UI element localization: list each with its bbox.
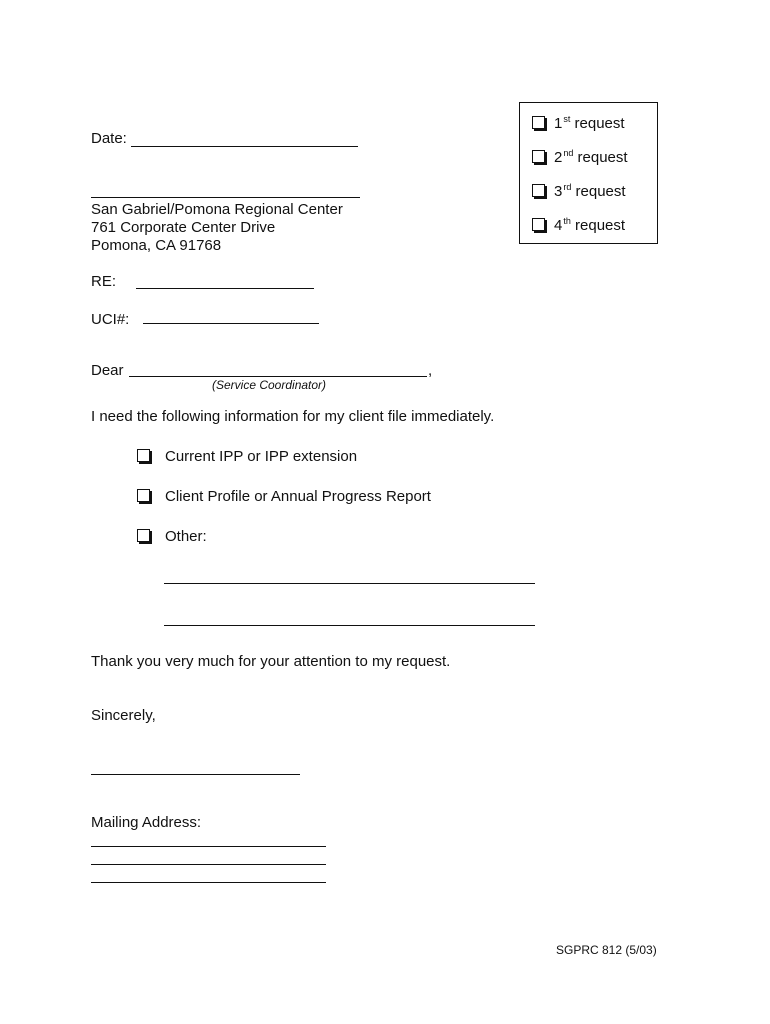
dear-comma: ,: [428, 362, 433, 379]
uci-label: UCI#:: [91, 311, 130, 328]
request-number: 3: [554, 183, 563, 200]
checkbox[interactable]: [532, 116, 545, 129]
address-line-1: San Gabriel/Pomona Regional Center: [91, 201, 343, 218]
mailing-address-line-1[interactable]: [91, 846, 326, 847]
other-field-line-2[interactable]: [164, 625, 535, 626]
request-number: 2: [554, 149, 563, 166]
checkbox[interactable]: [532, 184, 545, 197]
address-line-3: Pomona, CA 91768: [91, 237, 222, 254]
recipient-name-field[interactable]: [91, 197, 360, 198]
request-number: 1: [554, 115, 563, 132]
option-label: Other:: [165, 528, 207, 545]
dear-label: Dear: [91, 362, 124, 379]
date-label: Date:: [91, 130, 127, 147]
mailing-address-line-2[interactable]: [91, 864, 326, 865]
service-coordinator-field[interactable]: [129, 376, 427, 377]
ordinal-suffix: nd: [563, 148, 574, 158]
ordinal-suffix: th: [563, 216, 571, 226]
signature-field[interactable]: [91, 774, 300, 775]
mailing-address-label: Mailing Address:: [91, 814, 202, 831]
address-line-2: 761 Corporate Center Drive: [91, 219, 276, 236]
intro-text: I need the following information for my client file immediately.: [91, 408, 495, 425]
ordinal-suffix: st: [563, 114, 571, 124]
other-field-line-1[interactable]: [164, 583, 535, 584]
checkbox[interactable]: [137, 529, 150, 542]
request-label: request: [575, 183, 626, 200]
option-label: Current IPP or IPP extension: [165, 448, 358, 465]
form-id: SGPRC 812 (5/03): [556, 943, 657, 957]
checkbox[interactable]: [532, 150, 545, 163]
request-label: request: [577, 149, 628, 166]
request-number: 4: [554, 217, 563, 234]
ordinal-suffix: rd: [563, 182, 572, 192]
re-field[interactable]: [136, 288, 314, 289]
option-label: Client Profile or Annual Progress Report: [165, 488, 431, 505]
checkbox[interactable]: [137, 449, 150, 462]
checkbox[interactable]: [532, 218, 545, 231]
uci-field[interactable]: [143, 323, 319, 324]
closing-text: Sincerely,: [91, 707, 156, 724]
request-label: request: [574, 115, 625, 132]
mailing-address-line-3[interactable]: [91, 882, 326, 883]
request-count-box: [519, 102, 658, 244]
service-coordinator-caption: (Service Coordinator): [212, 378, 327, 392]
re-label: RE:: [91, 273, 117, 290]
request-label: request: [575, 217, 626, 234]
date-field[interactable]: [131, 146, 358, 147]
checkbox[interactable]: [137, 489, 150, 502]
thanks-text: Thank you very much for your attention to my request.: [91, 653, 451, 670]
